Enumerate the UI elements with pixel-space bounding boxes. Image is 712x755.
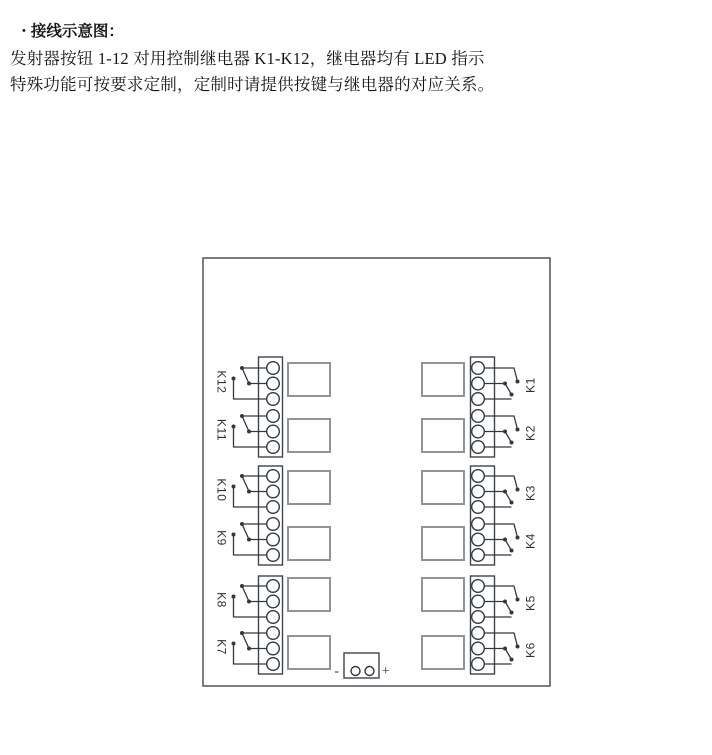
terminal-k6-2 <box>472 642 485 655</box>
contact-dot-k5-b <box>510 611 514 615</box>
terminal-k3-1 <box>472 470 485 483</box>
terminal-k12-2 <box>267 377 280 390</box>
wire-common-k8 <box>234 597 267 618</box>
relay-label-k10-text: K10 <box>214 478 229 502</box>
relay-label-k1 <box>524 377 538 393</box>
wire-common-k3 <box>484 476 517 490</box>
terminal-k11-2 <box>267 425 280 438</box>
terminal-k8-3 <box>267 611 280 624</box>
relay-box-right-6 <box>422 636 464 669</box>
relay-label-k1-text: K1 <box>523 377 538 393</box>
relay-label-k9-text: K9 <box>214 530 229 546</box>
switch-arm-k10 <box>242 476 249 492</box>
terminal-k7-2 <box>267 642 280 655</box>
relay-label-k8-text: K8 <box>214 592 229 608</box>
power-terminal-negative <box>351 667 360 676</box>
wire-common-k10 <box>234 487 267 508</box>
switch-arm-k9 <box>242 524 249 540</box>
switch-arm-k12 <box>242 368 249 384</box>
relay-label-k4-text: K4 <box>523 533 538 549</box>
relay-box-right-2 <box>422 419 464 452</box>
section-title: 接线示意图： <box>30 23 124 40</box>
polarity-minus-sign-text: - <box>334 664 340 680</box>
contact-dot-k6-b <box>510 658 514 662</box>
relay-box-left-6 <box>288 636 330 669</box>
wire-common-k12 <box>234 379 267 400</box>
terminal-k3-2 <box>472 485 485 498</box>
terminal-k7-1 <box>267 627 280 640</box>
contact-dot-k4-b <box>510 549 514 553</box>
bullet-icon: • <box>22 25 26 37</box>
wire-common-k7 <box>234 644 267 665</box>
terminal-k9-1 <box>267 518 280 531</box>
body-text-line-1: 发射器按钮 1-12 对用控制继电器 K1-K12，继电器均有 LED 指示 <box>10 49 485 68</box>
terminal-k4-1 <box>472 518 485 531</box>
relay-label-k5-text: K5 <box>523 595 538 611</box>
contact-dot-k2-b <box>510 441 514 445</box>
relay-label-k4 <box>524 533 538 549</box>
switch-arm-k8 <box>242 586 249 602</box>
relay-box-left-1 <box>288 363 330 396</box>
relay-label-k12 <box>214 370 228 393</box>
terminal-k9-3 <box>267 549 280 562</box>
terminal-k2-2 <box>472 425 485 438</box>
relay-label-k11 <box>214 419 228 441</box>
wire-common-k5 <box>484 586 517 600</box>
relay-label-k3 <box>524 485 538 501</box>
switch-arm-k7 <box>242 633 249 649</box>
wire-common-k2 <box>484 416 517 430</box>
relay-box-right-3 <box>422 471 464 504</box>
relay-label-k2 <box>524 425 538 441</box>
relay-box-left-2 <box>288 419 330 452</box>
common-dot-k2 <box>516 428 520 432</box>
terminal-k10-3 <box>267 501 280 514</box>
circuit-board-outline <box>203 258 550 686</box>
terminal-k1-2 <box>472 377 485 390</box>
wire-common-k1 <box>484 368 517 382</box>
relay-label-k11-text: K11 <box>214 418 229 442</box>
terminal-k5-2 <box>472 595 485 608</box>
relay-box-right-5 <box>422 578 464 611</box>
relay-label-k8 <box>214 592 228 608</box>
terminal-k12-1 <box>267 362 280 375</box>
relay-label-k12-text: K12 <box>214 370 229 394</box>
terminal-k2-3 <box>472 441 485 454</box>
terminal-k7-3 <box>267 658 280 671</box>
relay-box-left-3 <box>288 471 330 504</box>
relay-label-k2-text: K2 <box>523 425 538 441</box>
terminal-k1-1 <box>472 362 485 375</box>
relay-label-k10 <box>214 478 228 501</box>
terminal-k1-3 <box>472 393 485 406</box>
contact-dot-k3-b <box>510 501 514 505</box>
terminal-k2-1 <box>472 410 485 423</box>
power-connector-box <box>344 653 379 678</box>
terminal-k8-1 <box>267 580 280 593</box>
relay-label-k3-text: K3 <box>523 485 538 501</box>
polarity-plus-sign <box>382 664 391 679</box>
power-terminal-positive <box>365 667 374 676</box>
relay-label-k5 <box>524 595 538 611</box>
terminal-k4-3 <box>472 549 485 562</box>
terminal-k10-2 <box>267 485 280 498</box>
wire-common-k4 <box>484 524 517 538</box>
contact-dot-k1-b <box>510 393 514 397</box>
common-dot-k3 <box>516 488 520 492</box>
wire-common-k11 <box>234 427 267 448</box>
terminal-k5-1 <box>472 580 485 593</box>
terminal-k5-3 <box>472 611 485 624</box>
common-dot-k1 <box>516 380 520 384</box>
relay-label-k6-text: K6 <box>523 642 538 658</box>
terminal-k9-2 <box>267 533 280 546</box>
terminal-k8-2 <box>267 595 280 608</box>
relay-box-left-4 <box>288 527 330 560</box>
wire-common-k6 <box>484 633 517 647</box>
switch-arm-k11 <box>242 416 249 432</box>
terminal-k6-1 <box>472 627 485 640</box>
terminal-k11-1 <box>267 410 280 423</box>
relay-box-right-1 <box>422 363 464 396</box>
common-dot-k6 <box>516 645 520 649</box>
relay-label-k7 <box>214 639 228 655</box>
common-dot-k5 <box>516 598 520 602</box>
wire-common-k9 <box>234 535 267 556</box>
terminal-k4-2 <box>472 533 485 546</box>
body-text-line-2: 特殊功能可按要求定制，定制时请提供按键与继电器的对应关系。 <box>10 75 495 94</box>
relay-label-k6 <box>524 642 538 658</box>
polarity-minus-sign <box>334 664 339 679</box>
terminal-k11-3 <box>267 441 280 454</box>
common-dot-k4 <box>516 536 520 540</box>
relay-box-left-5 <box>288 578 330 611</box>
relay-label-k9 <box>214 530 228 546</box>
relay-label-k7-text: K7 <box>214 639 229 655</box>
terminal-k10-1 <box>267 470 280 483</box>
terminal-k3-3 <box>472 501 485 514</box>
relay-box-right-4 <box>422 527 464 560</box>
terminal-k12-3 <box>267 393 280 406</box>
terminal-k6-3 <box>472 658 485 671</box>
polarity-plus-sign-text: + <box>381 664 391 680</box>
